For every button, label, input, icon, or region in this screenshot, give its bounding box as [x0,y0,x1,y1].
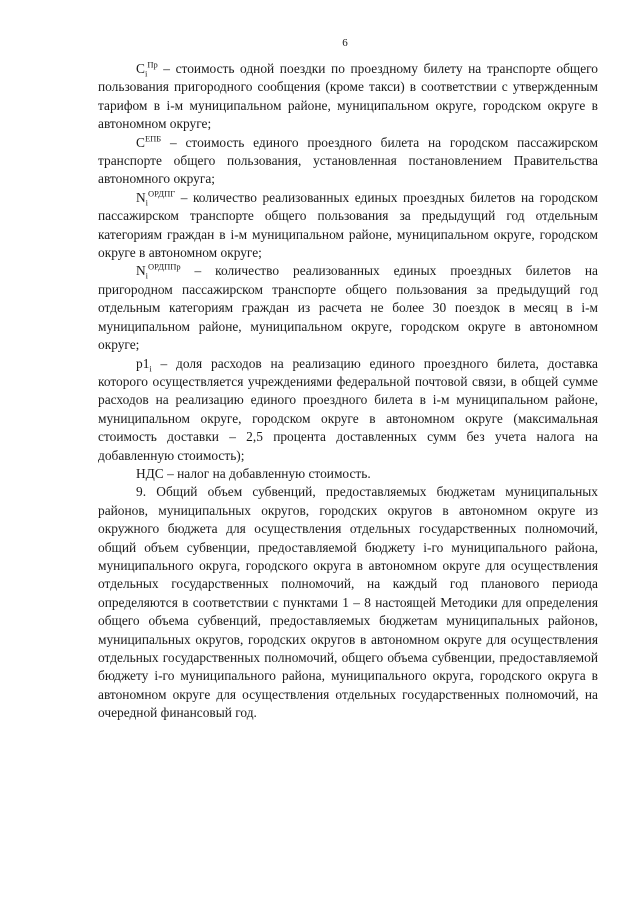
paragraph-9: 9. Общий объем субвенций, предоставляемых бюджетам муниципальных районов, муниципальных округов, городских округов в автономном округе из окружного бюджета для осуществления отдельных государственных полномочий, общий объем субвенции, предоставляемой бюджету i-го муниципального района, муниципального округа, городского округа в автономном округе для осуществления отдельных государственных полномочий, на каждый год планового периода определяются в соответствии с пунктами 1 – 8 настоящей Методики для определения общего объема субвенций, предоставляемых бюджетам муниципальных районов, муниципальных округов, городских округов в автономном округе для осуществления отдельных государственных полномочий, общего объема субвенции, предоставляемой бюджету i-го муниципального района, муниципального округа, городского округа в автономном округе для осуществления отдельных государственных полномочий, на очередной финансовый год. [98,484,598,721]
page-number: 6 [342,37,348,49]
definition-nds [98,465,598,483]
symbol-p1: $p1_i$ [136,355,152,374]
definition-c-epb [98,134,598,189]
symbol-n-ordppr: $N_i^{ОРДППр}$ [136,262,181,282]
definition-text: – стоимость единого проездного билета на городском пассажирском транспорте общего пользования, установленная постановлением Правительства автономного округа; [98,134,598,187]
symbol-nds: НДС [136,465,164,481]
symbol-c-pr: $C_i^{Пр}$ [136,59,158,79]
definition-p1 [98,355,598,465]
definition-n-ordpg [98,189,598,263]
symbol-n-ordpg: $N_i^{ОРДПГ}$ [136,188,176,208]
document-body [98,60,598,723]
definition-n-ordppr [98,262,598,354]
definition-text: – доля расходов на реализацию единого проездного билета, доставка которого осуществляется учреждениями федеральной почтовой связи, в общей сумме расходов на реализацию единого проездного билета в i-м муниципальном районе, муниципальном округе, городском округе в автономном округе (максимальная стоимость доставки – 2,5 процента доставленных сумм без учета налога на добавленную стоимость); [98,355,598,463]
definition-text: – налог на добавленную стоимость. [163,465,371,481]
definition-text: – количество реализованных единых проездных билетов на пригородном пассажирском транспорте общего пользования за предыдущий год отдельным категориям граждан из расчета не более 30 поездок в месяц в i-м муниципальном районе, муниципальном округе, городском округе в автономном округе; [98,263,598,353]
definition-text: – стоимость одной поездки по проездному билету на транспорте общего пользования пригородного сообщения (кроме такси) в соответствии с утвержденным тарифом в i-м муниципальном районе, муниципальном округе, городском округе в автономном округе; [98,61,598,132]
symbol-c-epb: $C^{ЕПБ}$ [136,133,162,150]
definition-text: – количество реализованных единых проездных билетов на городском пассажирском транспорте общего пользования за предыдущий год отдельным категориям граждан в i-м муниципальном районе, муниципальном округе, городском округе в автономном округе; [98,189,598,261]
definition-c-pr [98,60,598,134]
